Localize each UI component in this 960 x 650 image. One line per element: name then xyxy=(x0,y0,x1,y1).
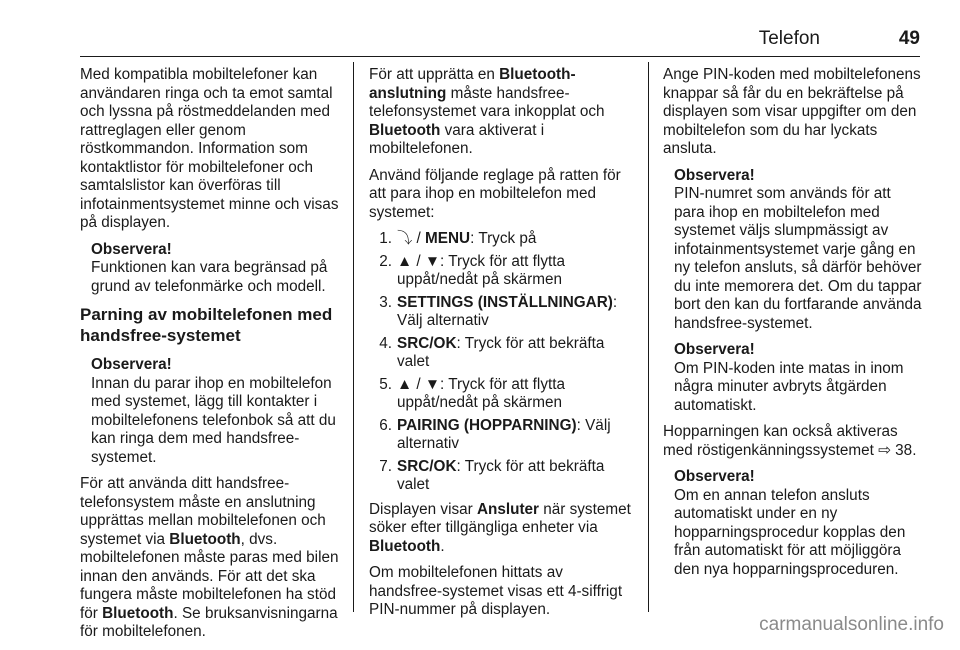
note-text: Om en annan telefon ansluts automatiskt under en ny hopparningsprocedur kopplas den från automatiskt för att möjliggöra den nya hopparningsproceduren. xyxy=(674,486,906,578)
bluetooth-paragraph: För att använda ditt handsfree-telefonsystem måste en anslutning upprättas mellan mobiltelefonen och systemet via Bluetooth, dvs. mobiltelefonen måste paras med bilen innan den används. För att det ska fungera måste mobiltelefonen ha stöd för Bluetooth. Se bruksanvisningarna för mobiltelefonen. xyxy=(80,475,339,640)
step-item: 3. SETTINGS (INSTÄLLNINGAR): Välj alternativ xyxy=(379,293,618,329)
note-title: Observera! xyxy=(674,341,755,358)
step-item: 1. ⤵ / MENU: Tryck på xyxy=(379,230,537,247)
step-item: 6. PAIRING (HOPPARNING): Välj alternativ xyxy=(379,416,611,452)
note-text: PIN-numret som används för att para ihop en mobiltelefon med systemet väljs slumpmässigt av infotainmentsystemet varje gång en ny telefon ansluts, så därför behöver du inte memorera det. Om du tappar bort den kan du fortfarande använda handsfree-systemet. xyxy=(674,185,922,332)
section-heading: Parning av mobiltelefonen med handsfree-systemet xyxy=(80,305,333,345)
column-divider-2 xyxy=(648,62,649,612)
note-title: Observera! xyxy=(674,166,755,184)
column-divider-1 xyxy=(353,62,354,612)
step-item: 7. SRC/OK: Tryck för att bekräfta valet xyxy=(379,457,605,493)
pin-entry-paragraph: Ange PIN-koden med mobiltelefonens knappar så får du en bekräftelse på displayen som visar uppgifter om den mobiltelefon som du har lyckats ansluta. xyxy=(663,66,921,157)
controls-paragraph: Använd följande reglage på ratten för att para ihop en mobiltelefon med systemet: xyxy=(369,166,621,221)
column-2 xyxy=(369,66,635,628)
note-1 xyxy=(91,241,342,297)
step-item: 2. ▲ / ▼: Tryck för att flytta uppåt/nedåt på skärmen xyxy=(379,252,565,288)
note-4 xyxy=(674,341,925,415)
section-title: Telefon xyxy=(758,28,820,49)
bluetooth-connection-paragraph: För att upprätta en Bluetooth-anslutning måste handsfree-telefonsystemet vara inkopplat och Bluetooth vara aktiverat i mobiltelefonen. xyxy=(369,66,605,157)
voice-paragraph: Hopparningen kan också aktiveras med röstigenkänningssystemet ⇨ 38. xyxy=(663,423,917,459)
page-header xyxy=(80,26,920,57)
intro-paragraph: Med kompatibla mobiltelefoner kan användaren ringa och ta emot samtal och lyssna på röstmeddelanden med rattreglagen eller genom röstkommandon. Information som kontaktlistor för mobiltelefoner och samtalslistor kan överföras till infotainmentsystemet minne och visas på displayen. xyxy=(80,66,339,231)
column-3 xyxy=(663,66,925,587)
note-title: Observera! xyxy=(91,240,172,258)
note-2 xyxy=(91,356,342,467)
page-number: 49 xyxy=(898,28,920,49)
note-text: Innan du parar ihop en mobiltelefon med systemet, lägg till kontakter i mobiltelefonens telefonbok så att du kan ringa dem med handsfree-systemet. xyxy=(91,374,336,466)
note-title: Observera! xyxy=(91,356,172,373)
watermark: carmanualsonline.info xyxy=(759,614,944,635)
column-1 xyxy=(80,66,342,650)
note-5 xyxy=(674,468,925,579)
steps-list xyxy=(369,230,635,495)
note-3 xyxy=(674,167,925,334)
step-item: 4. SRC/OK: Tryck för att bekräfta valet xyxy=(379,334,605,370)
note-text: Om PIN-koden inte matas in inom några minuter avbryts åtgärden automatiskt. xyxy=(674,359,904,414)
step-item: 5. ▲ / ▼: Tryck för att flytta uppåt/nedåt på skärmen xyxy=(379,375,565,411)
note-title: Observera! xyxy=(674,468,755,485)
display-paragraph: Displayen visar Ansluter när systemet söker efter tillgängliga enheter via Bluetooth. xyxy=(369,500,631,555)
pin-paragraph: Om mobiltelefonen hittats av handsfree-systemet visas ett 4-siffrigt PIN-nummer på displayen. xyxy=(369,564,623,618)
note-text: Funktionen kan vara begränsad på grund av telefonmärke och modell. xyxy=(91,259,328,295)
